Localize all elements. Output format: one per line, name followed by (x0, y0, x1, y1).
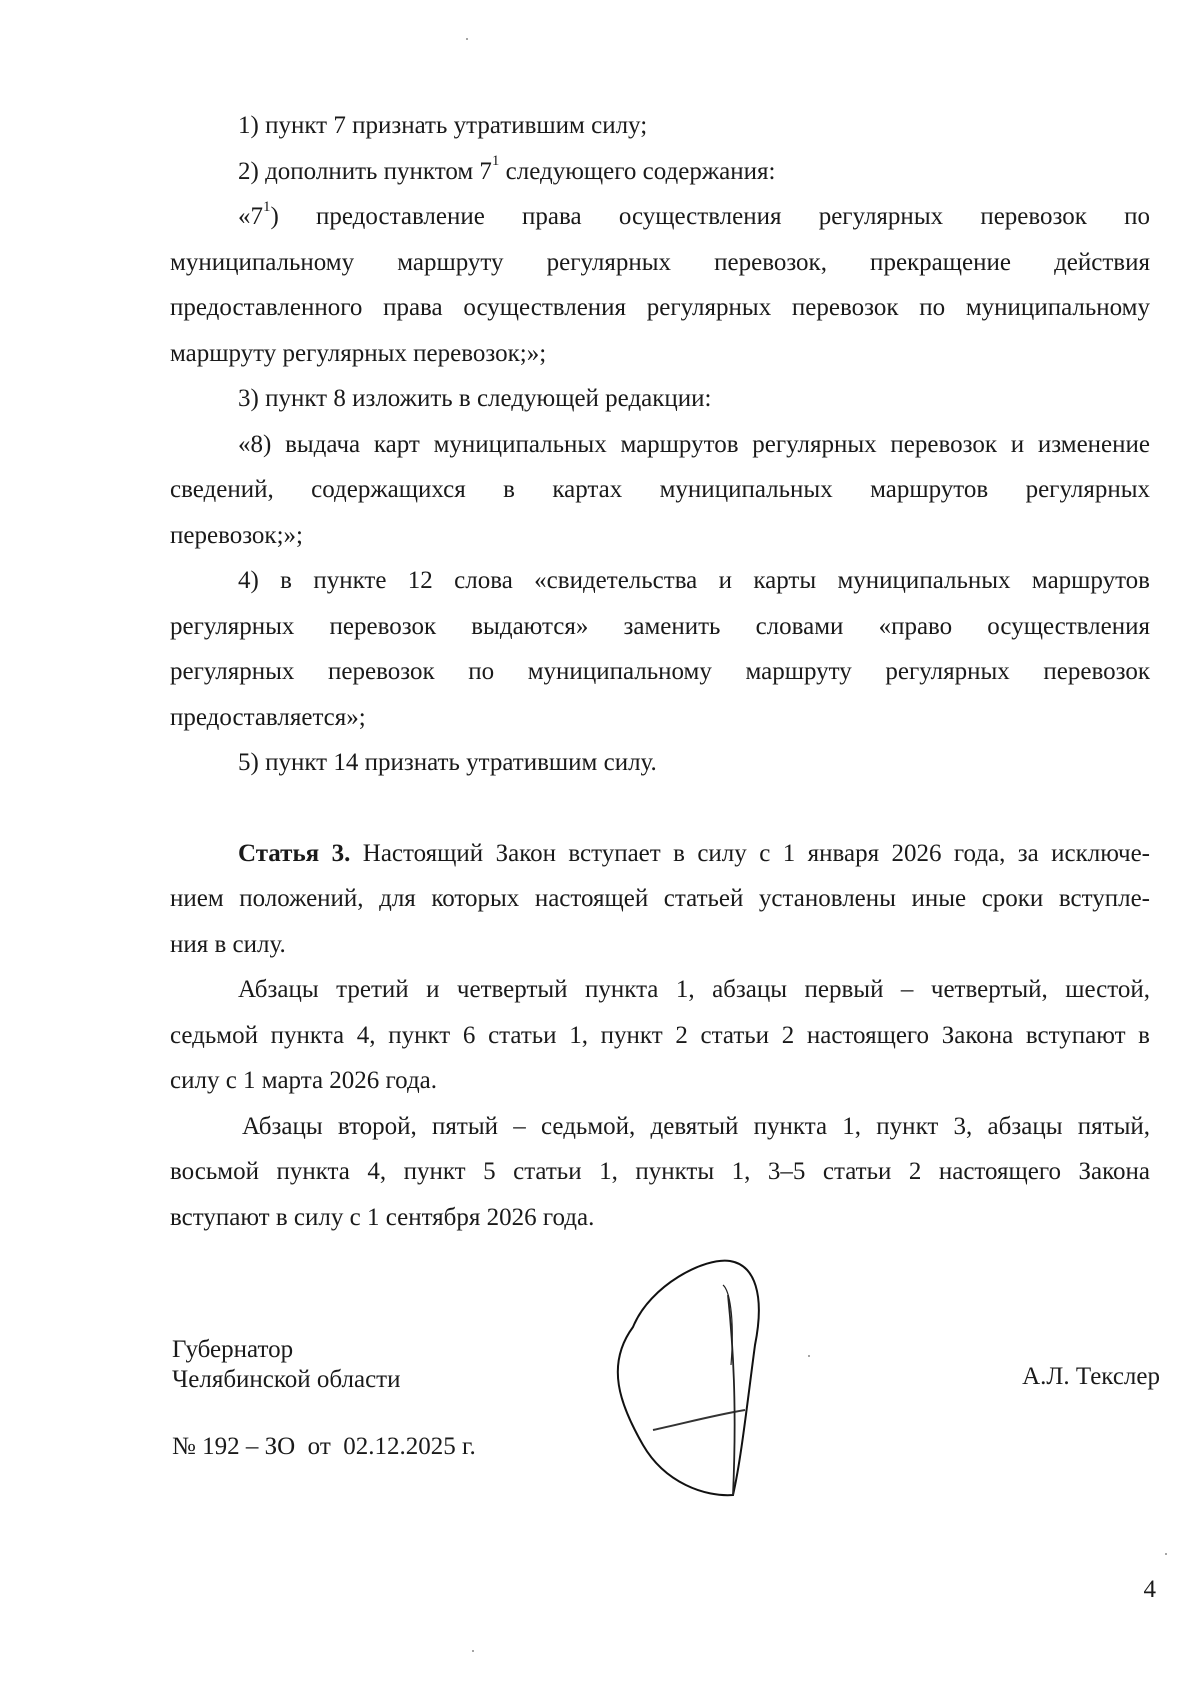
paragraph-item-5: 5) пункт 14 признать утратившим силу. (238, 749, 657, 776)
signatory-position (172, 1335, 400, 1395)
position-title: Губернатор (172, 1336, 294, 1363)
handwritten-signature (605, 1255, 805, 1505)
paragraph-line: седьмой пункта 4, пункт 6 статьи 1, пункт 2 статьи 2 настоящего Закона вступают в (170, 1021, 1150, 1049)
paragraph-line: маршруту регулярных перевозок;»; (170, 339, 547, 367)
spacer (170, 786, 1150, 831)
paragraph-line: Абзацы третий и четвертый пункта 1, абзацы первый – четвертый, шестой, (238, 976, 1150, 1003)
paragraph-line (170, 194, 1150, 240)
scan-speck (466, 38, 468, 40)
paragraph-line: силу с 1 марта 2026 года. (170, 1067, 438, 1094)
paragraph-line: ния в силу. (170, 930, 286, 958)
paragraph-item-3: 3) пункт 8 изложить в следующей редакции: (238, 385, 712, 412)
paragraph-item-4: 4) в пункте 12 слова «свидетельства и карты муниципальных маршрутов (238, 567, 1150, 594)
region-name: Челябинской области (172, 1366, 401, 1393)
text-fragment: следующего содержания: (499, 157, 776, 185)
article-3-heading-line (170, 831, 1150, 877)
text-fragment: «7 (238, 203, 263, 230)
scan-speck (808, 1355, 810, 1357)
law-number: № 192 – ЗО от 02.12.2025 г. (172, 1433, 476, 1460)
paragraph-line: регулярных перевозок по муниципальному маршруту регулярных перевозок (170, 658, 1150, 685)
superscript: 1 (263, 198, 271, 215)
paragraph-line: перевозок;»; (170, 521, 303, 549)
article-title: Статья 3. (238, 839, 351, 867)
paragraph-item-1: 1) пункт 7 признать утратившим силу; (238, 112, 648, 139)
paragraph-line: «8) выдача карт муниципальных маршрутов регулярных перевозок и изменение (238, 430, 1150, 458)
text-fragment: Настоящий Закон вступает в силу с 1 января 2026 года, за исключе- (362, 839, 1150, 867)
paragraph-line: регулярных перевозок выдаются» заменить словами «право осуществления (170, 612, 1150, 640)
paragraph-line: нием положений, для которых настоящей статьей установлены иные сроки вступле- (170, 885, 1150, 912)
paragraph-line: предоставляется»; (170, 703, 366, 731)
paragraph-line: муниципальному маршруту регулярных перевозок, прекращение действия (170, 248, 1150, 276)
document-body (170, 103, 1150, 1240)
text-fragment: 2) дополнить пунктом 7 (238, 157, 492, 185)
scan-speck (472, 1650, 474, 1652)
paragraph-line: сведений, содержащихся в картах муниципальных маршрутов регулярных (170, 476, 1150, 503)
scan-speck (1165, 1553, 1167, 1555)
paragraph-line: Абзацы второй, пятый – седьмой, девятый пункта 1, пункт 3, абзацы пятый, (242, 1112, 1150, 1140)
superscript: 1 (491, 153, 500, 170)
signatory-name: А.Л. Текслер (1022, 1363, 1160, 1390)
text-fragment: ) предоставление права осуществления регулярных перевозок по (270, 203, 1150, 230)
paragraph-line: восьмой пункта 4, пункт 5 статьи 1, пункты 1, 3–5 статьи 2 настоящего Закона (170, 1158, 1150, 1185)
paragraph-line: предоставленного права осуществления регулярных перевозок по муниципальному (170, 294, 1150, 321)
paragraph-item-2 (170, 149, 1150, 195)
paragraph-line: вступают в силу с 1 сентября 2026 года. (170, 1203, 595, 1231)
page-number: 4 (1143, 1576, 1156, 1603)
